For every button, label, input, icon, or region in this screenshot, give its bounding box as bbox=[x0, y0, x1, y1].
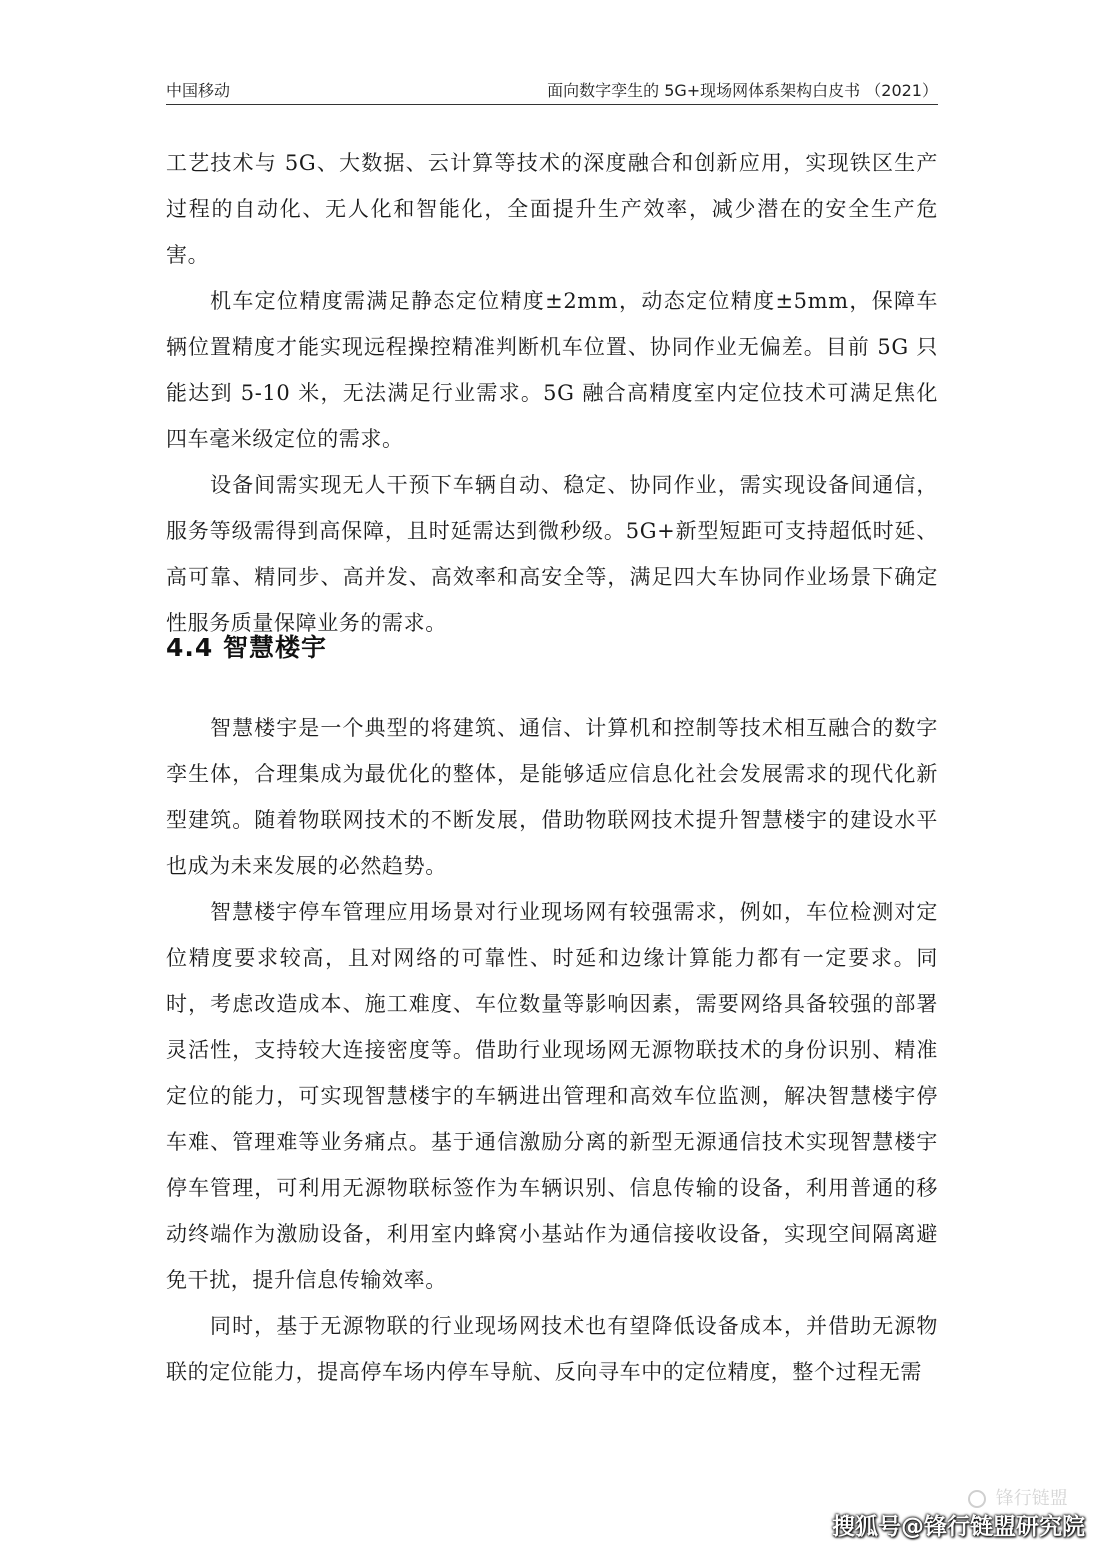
paragraph-2: 机车定位精度需满足静态定位精度±2mm，动态定位精度±5mm，保障车辆位置精度才能实现远程操控精准判断机车位置、协同作业无偏差。目前 5G 只能达到 5-10 米，无法满足行业需求。5G 融合高精度室内定位技术可满足焦化四车毫米级定位的需求。 bbox=[166, 289, 938, 451]
watermark: 搜狐号@锋行链盟研究院 bbox=[832, 1514, 1085, 1540]
header-org: 中国移动 bbox=[166, 81, 231, 100]
body-block-2 bbox=[166, 705, 938, 1395]
paragraph-6: 同时，基于无源物联的行业现场网技术也有望降低设备成本，并借助无源物联的定位能力，提高停车场内停车导航、反向寻车中的定位精度，整个过程无需 bbox=[166, 1314, 938, 1384]
paragraph-4: 智慧楼宇是一个典型的将建筑、通信、计算机和控制等技术相互融合的数字孪生体，合理集成为最优化的整体，是能够适应信息化社会发展需求的现代化新型建筑。随着物联网技术的不断发展，借助物联网技术提升智慧楼宇的建设水平也成为未来发展的必然趋势。 bbox=[166, 716, 938, 878]
paragraph-5: 智慧楼宇停车管理应用场景对行业现场网有较强需求，例如，车位检测对定位精度要求较高，且对网络的可靠性、时延和边缘计算能力都有一定要求。同时，考虑改造成本、施工难度、车位数量等影响因素，需要网络具备较强的部署灵活性，支持较大连接密度等。借助行业现场网无源物联技术的身份识别、精准定位的能力，可实现智慧楼宇的车辆进出管理和高效车位监测，解决智慧楼宇停车难、管理难等业务痛点。基于通信激励分离的新型无源通信技术实现智慧楼宇停车管理，可利用无源物联标签作为车辆识别、信息传输的设备，利用普通的移动终端作为激励设备，利用室内蜂窝小基站作为通信接收设备，实现空间隔离避免干扰，提升信息传输效率。 bbox=[166, 900, 938, 1292]
page-header bbox=[166, 74, 938, 105]
section-title: 4.4 智慧楼宇 bbox=[166, 633, 327, 662]
paragraph-1: 工艺技术与 5G、大数据、云计算等技术的深度融合和创新应用，实现铁区生产过程的自动化、无人化和智能化，全面提升生产效率，减少潜在的安全生产危害。 bbox=[166, 151, 938, 267]
body-block-1 bbox=[166, 140, 938, 646]
watermark-ghost bbox=[968, 1484, 1068, 1510]
watermark-ghost-text: 锋行链盟 bbox=[995, 1488, 1068, 1509]
paragraph-3: 设备间需实现无人干预下车辆自动、稳定、协同作业，需实现设备间通信，服务等级需得到高保障，且时延需达到微秒级。5G+新型短距可支持超低时延、高可靠、精同步、高并发、高效率和高安全等，满足四大车协同作业场景下确定性服务质量保障业务的需求。 bbox=[166, 473, 938, 635]
watermark-logo-icon bbox=[968, 1490, 986, 1508]
header-document-title: 面向数字孪生的 5G+现场网体系架构白皮书 （2021） bbox=[547, 81, 938, 100]
